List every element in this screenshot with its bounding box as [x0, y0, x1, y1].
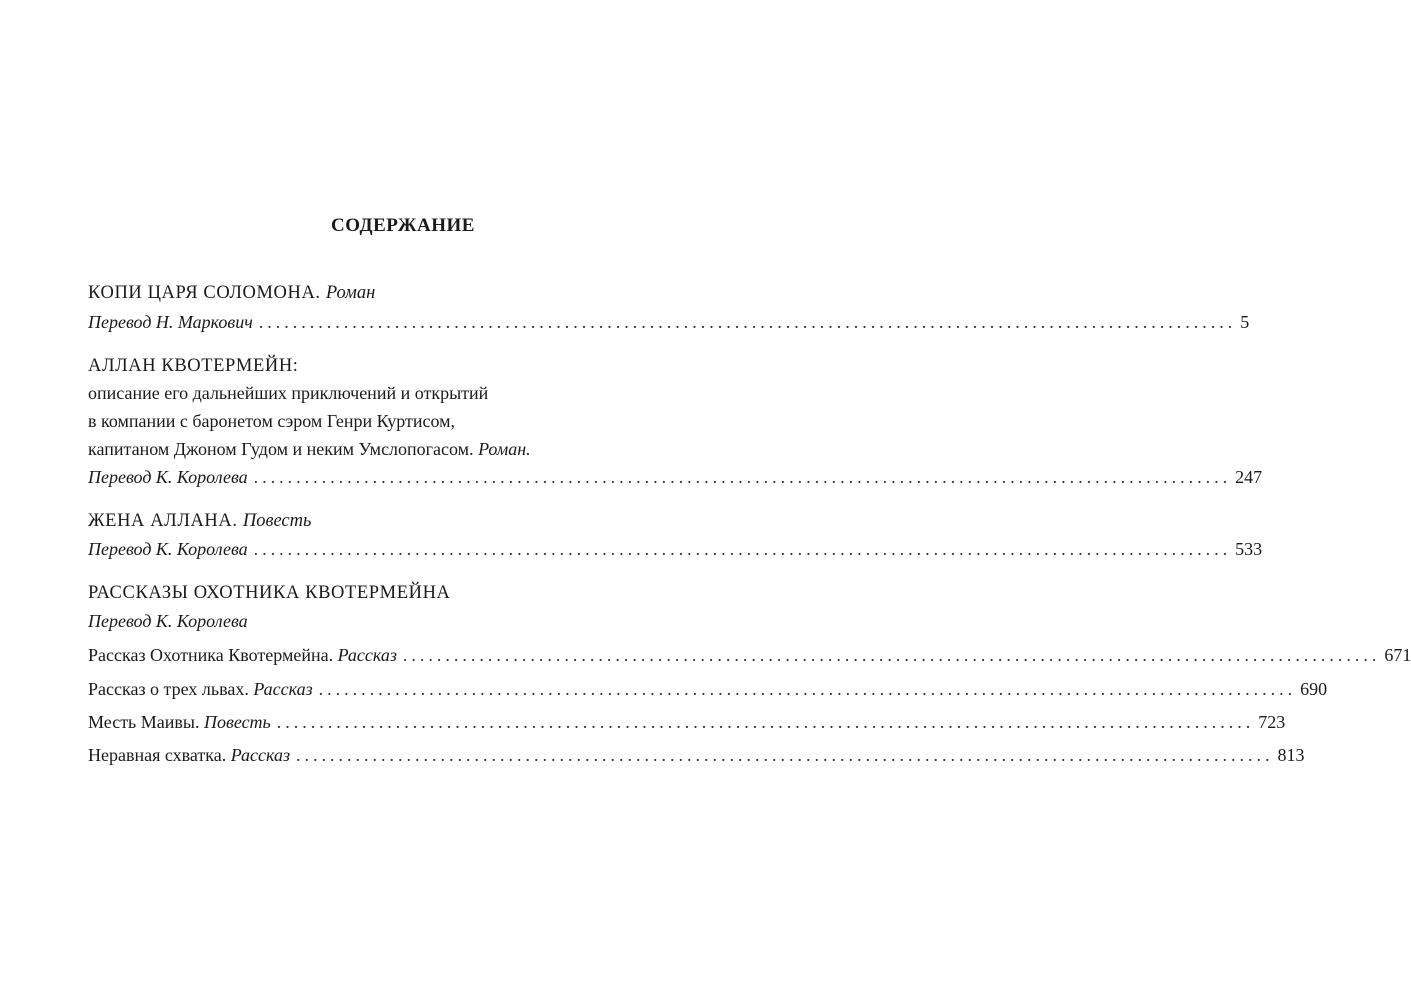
dot-leader: ...................................................................................................................: [253, 467, 1232, 487]
page-number: 671: [1384, 645, 1411, 665]
dot-leader: ...................................................................................................................: [276, 712, 1255, 732]
story-genre: Рассказ: [337, 645, 397, 665]
page-number: 5: [1240, 312, 1250, 332]
page-number: 533: [1235, 539, 1263, 559]
entry-description-line: [88, 439, 531, 460]
story-title-text: Месть Маивы.: [88, 712, 200, 732]
entry-description-line: в компании с баронетом сэром Генри Куртисом,: [88, 411, 456, 431]
entry-title-text: КОПИ ЦАРЯ СОЛОМОНА.: [88, 283, 321, 303]
translator-credit: Перевод К. Королева: [88, 611, 248, 631]
page-number: 247: [1235, 467, 1263, 487]
entry-description-line: описание его дальнейших приключений и открытий: [88, 383, 489, 403]
story-title: [88, 712, 271, 733]
dot-leader: ...................................................................................................................: [253, 539, 1232, 559]
toc-story-line[interactable]: [88, 645, 1411, 666]
entry-genre: Повесть: [242, 511, 312, 531]
dot-leader: ...................................................................................................................: [296, 745, 1274, 765]
toc-story-line[interactable]: [88, 745, 1305, 766]
toc-entry-title: [88, 283, 375, 304]
entry-genre: Роман.: [478, 439, 531, 459]
toc-entry-title: [88, 356, 299, 377]
story-genre: Рассказ: [253, 679, 313, 699]
toc-entry-line[interactable]: [88, 312, 1250, 333]
toc-entry-line[interactable]: [88, 539, 1263, 560]
toc-entry-title: [88, 583, 451, 604]
toc-story-line[interactable]: [88, 679, 1328, 700]
entry-title-text: АЛЛАН КВОТЕРМЕЙН:: [88, 356, 299, 376]
dot-leader: ...................................................................................................................: [258, 312, 1237, 332]
toc-entry-line[interactable]: [88, 467, 1263, 488]
story-genre: Рассказ: [230, 745, 291, 765]
entry-genre: Роман: [325, 283, 376, 303]
toc-story-line[interactable]: [88, 712, 1286, 733]
translator-credit: Перевод Н. Маркович: [88, 312, 253, 332]
page-number: 813: [1277, 745, 1305, 765]
story-genre: Повесть: [204, 712, 271, 732]
story-title: [88, 745, 290, 766]
translator-credit: Перевод К. Королева: [88, 467, 248, 487]
page-number: 723: [1258, 712, 1286, 732]
entry-title-text: РАССКАЗЫ ОХОТНИКА КВОТЕРМЕЙНА: [88, 583, 451, 603]
story-title: [88, 645, 397, 666]
translator-credit: Перевод К. Королева: [88, 539, 248, 559]
story-title-text: Рассказ о трех львах.: [88, 679, 249, 699]
page-number: 690: [1300, 679, 1328, 699]
entry-title-text: ЖЕНА АЛЛАНА.: [88, 511, 238, 531]
entry-description-text: капитаном Джоном Гудом и неким Умслопогасом.: [88, 439, 474, 459]
story-title-text: Неравная схватка.: [88, 745, 227, 765]
dot-leader: ...................................................................................................................: [402, 645, 1381, 665]
page-title: СОДЕРЖАНИЕ: [331, 215, 475, 236]
dot-leader: ...................................................................................................................: [318, 679, 1297, 699]
story-title-text: Рассказ Охотника Квотермейна.: [88, 645, 334, 665]
story-title: [88, 679, 313, 700]
toc-entry-title: [88, 511, 311, 532]
